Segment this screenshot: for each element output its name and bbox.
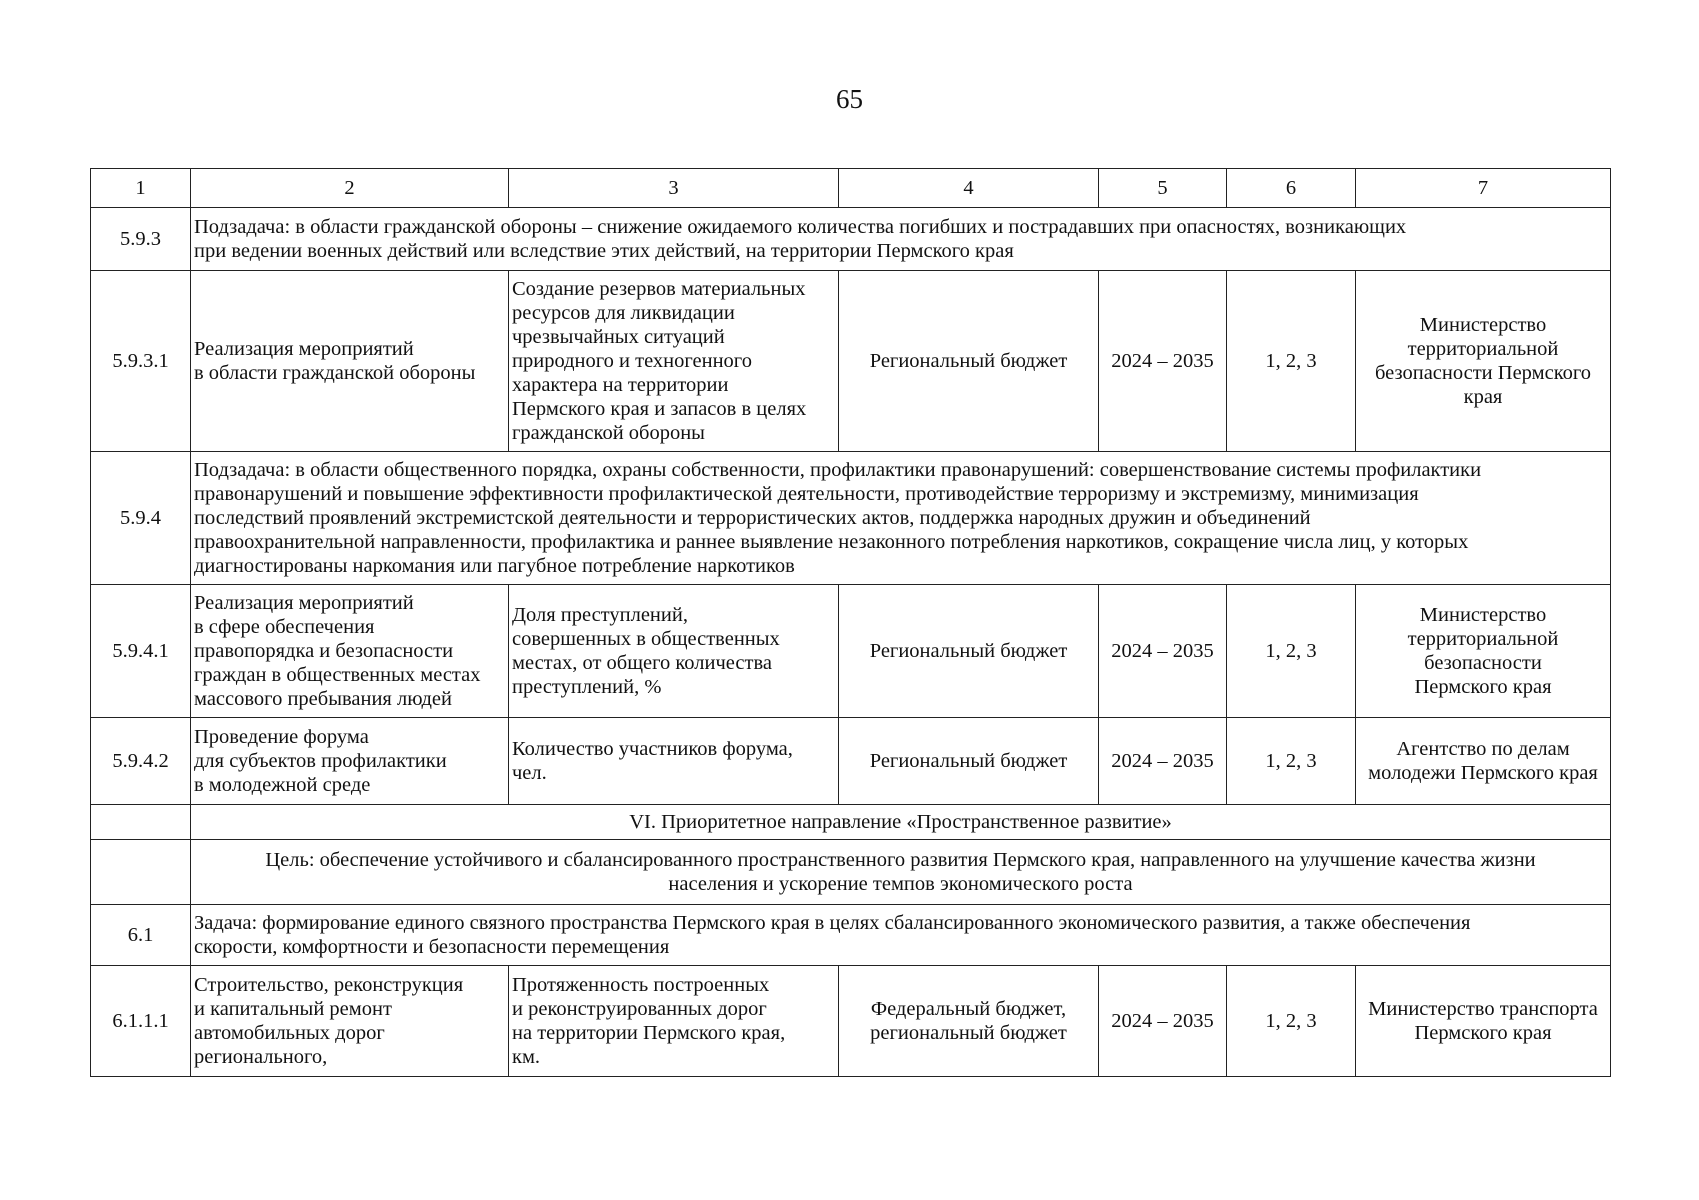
funding-source-cell: Региональный бюджет: [839, 271, 1099, 452]
funding-source-cell: Региональный бюджет: [839, 718, 1099, 805]
stages-cell: 1, 2, 3: [1227, 718, 1356, 805]
executor-cell: Агентство по делам молодежи Пермского края: [1356, 718, 1611, 805]
goal-row: [91, 840, 1611, 905]
header-row: [91, 169, 1611, 208]
header-col-2: 2: [191, 169, 509, 208]
row-number: 6.1: [91, 905, 191, 966]
table-row: [91, 966, 1611, 1077]
section-row: [91, 805, 1611, 840]
row-number: 5.9.3: [91, 208, 191, 271]
goal-text: Цель: обеспечение устойчивого и сбалансированного пространственного развития Пермского края, направленного на улучшение качества жизни населения и ускорение темпов экономического роста: [191, 840, 1611, 905]
subtask-text: Подзадача: в области гражданской обороны – снижение ожидаемого количества погибших и пострадавших при опасностях, возникающих при ведении военных действий или вследствие этих действий, на территории Пермского края: [191, 208, 1611, 271]
activity-cell: Реализация мероприятий в сфере обеспечения правопорядка и безопасности граждан в общественных местах массового пребывания людей: [191, 585, 509, 718]
funding-source-cell: Федеральный бюджет, региональный бюджет: [839, 966, 1099, 1077]
empty-cell: [91, 805, 191, 840]
period-cell: 2024 – 2035: [1099, 585, 1227, 718]
row-number: 5.9.4.2: [91, 718, 191, 805]
period-cell: 2024 – 2035: [1099, 718, 1227, 805]
subtask-text: Подзадача: в области общественного порядка, охраны собственности, профилактики правонарушений: совершенствование системы профилактики правонарушений и повышение эффективности профилактической деятельности, противодействие терроризму и экстремизму, минимизация последствий проявлений экстремистской деятельности и террористических актов, поддержка народных дружин и объединений правоохранительной направленности, профилактика и раннее выявление незаконного потребления наркотиков, сокращение числа лиц, у которых диагностированы наркомания или пагубное потребление наркотиков: [191, 452, 1611, 585]
task-text: Задача: формирование единого связного пространства Пермского края в целях сбалансированного экономического развития, а также обеспечения скорости, комфортности и безопасности перемещения: [191, 905, 1611, 966]
activity-cell: Проведение форума для субъектов профилактики в молодежной среде: [191, 718, 509, 805]
row-number: 6.1.1.1: [91, 966, 191, 1077]
table-row: [91, 718, 1611, 805]
table-row: [91, 585, 1611, 718]
table-row: [91, 452, 1611, 585]
stages-cell: 1, 2, 3: [1227, 585, 1356, 718]
executor-cell: Министерство территориальной безопасности Пермского края: [1356, 271, 1611, 452]
empty-cell: [91, 840, 191, 905]
header-col-3: 3: [509, 169, 839, 208]
period-cell: 2024 – 2035: [1099, 271, 1227, 452]
activity-cell: Реализация мероприятий в области гражданской обороны: [191, 271, 509, 452]
executor-cell: Министерство транспорта Пермского края: [1356, 966, 1611, 1077]
header-col-1: 1: [91, 169, 191, 208]
table-row: [91, 905, 1611, 966]
indicator-cell: Доля преступлений, совершенных в общественных местах, от общего количества преступлений, %: [509, 585, 839, 718]
period-cell: 2024 – 2035: [1099, 966, 1227, 1077]
table-row: [91, 208, 1611, 271]
header-col-4: 4: [839, 169, 1099, 208]
section-title: VI. Приоритетное направление «Пространственное развитие»: [191, 805, 1611, 840]
stages-cell: 1, 2, 3: [1227, 966, 1356, 1077]
activity-cell: Строительство, реконструкция и капитальный ремонт автомобильных дорог регионального,: [191, 966, 509, 1077]
row-number: 5.9.3.1: [91, 271, 191, 452]
funding-source-cell: Региональный бюджет: [839, 585, 1099, 718]
header-col-5: 5: [1099, 169, 1227, 208]
table-row: [91, 271, 1611, 452]
header-col-7: 7: [1356, 169, 1611, 208]
row-number: 5.9.4.1: [91, 585, 191, 718]
indicator-cell: Протяженность построенных и реконструированных дорог на территории Пермского края, км.: [509, 966, 839, 1077]
program-table: [90, 168, 1611, 1077]
header-col-6: 6: [1227, 169, 1356, 208]
row-number: 5.9.4: [91, 452, 191, 585]
indicator-cell: Создание резервов материальных ресурсов для ликвидации чрезвычайных ситуаций природного и техногенного характера на территории Пермского края и запасов в целях гражданской обороны: [509, 271, 839, 452]
page-number: 65: [836, 84, 863, 114]
stages-cell: 1, 2, 3: [1227, 271, 1356, 452]
indicator-cell: Количество участников форума, чел.: [509, 718, 839, 805]
executor-cell: Министерство территориальной безопасности Пермского края: [1356, 585, 1611, 718]
